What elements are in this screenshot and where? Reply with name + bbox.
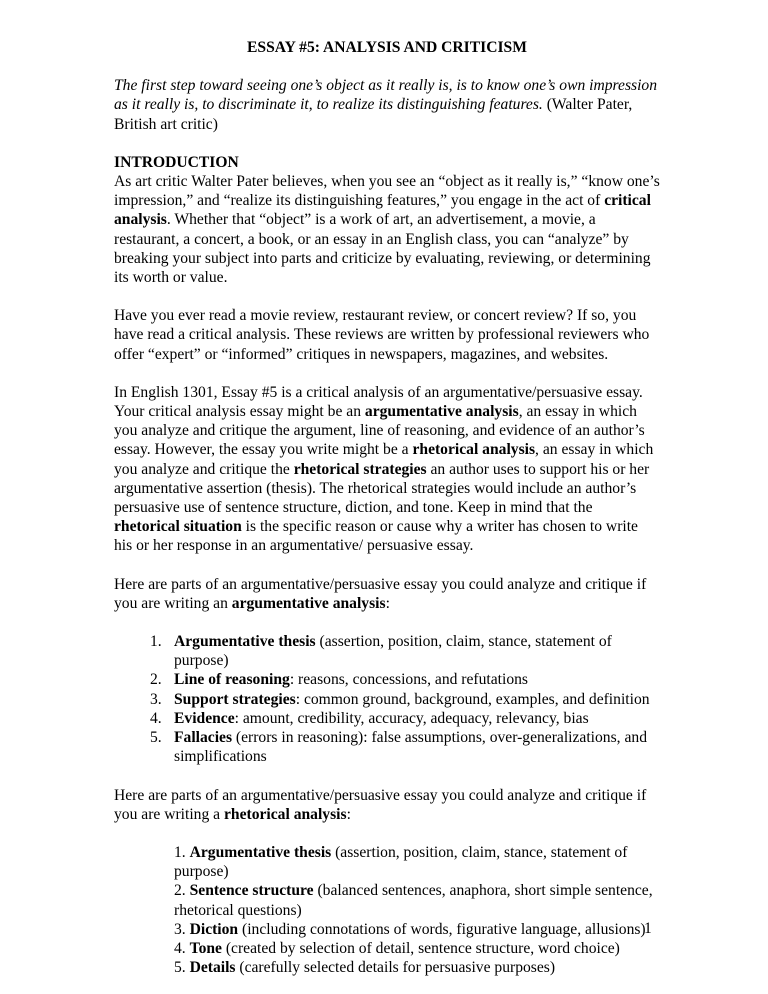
epigraph	[114, 76, 660, 134]
section-heading-introduction: INTRODUCTION	[114, 153, 239, 171]
list-term: Sentence structure	[189, 882, 314, 900]
text-run: :	[385, 594, 390, 612]
list-term: Support strategies	[174, 690, 296, 708]
argumentative-analysis-list	[114, 632, 660, 766]
document-page	[114, 38, 660, 977]
list-term: Line of reasoning	[174, 671, 290, 689]
page-number: 1	[644, 920, 652, 937]
epigraph-quote: The first step toward seeing one’s object as it really is, is to know one’s own impression as it really is, to discriminate it, to realize its distinguishing features.	[114, 77, 658, 114]
list-number: 2.	[174, 882, 190, 900]
list-number: 3.	[150, 690, 162, 708]
text-run: :	[346, 805, 351, 823]
list-text: : common ground, background, examples, and definition	[295, 690, 650, 708]
text-run: , an essay in which you analyze and critique the	[114, 441, 654, 478]
list-term: Tone	[189, 939, 222, 957]
bold-term: argumentative analysis	[364, 403, 519, 421]
document-title: ESSAY #5: ANALYSIS AND CRITICISM	[247, 39, 527, 56]
list-text: : reasons, concessions, and refutations	[289, 671, 528, 689]
list-text: (balanced sentences, anaphora, short simple sentence, rhetorical questions)	[174, 882, 653, 919]
list-number: 4.	[150, 709, 162, 727]
list-item	[150, 632, 660, 670]
text-run: is the specific reason or cause why a writer has chosen to write his or her response in an argumentative/ persuasive essay.	[114, 518, 638, 555]
text-run: Here are parts of an argumentative/persuasive essay you could analyze and critique if you are writing an	[114, 575, 647, 612]
list-item	[174, 920, 660, 939]
paragraph-5	[114, 786, 660, 824]
text-run: . Whether that “object” is a work of art, an advertisement, a movie, a restaurant, a concert, a book, or an essay in an English class, you can “analyze” by breaking your subject into parts and criticize by evaluating, reviewing, or determining its worth or value.	[114, 211, 651, 287]
list-term: Fallacies	[174, 729, 233, 747]
text-run: an author uses to support his or her argumentative assertion (thesis). The rhetorical strategies would include an author’s persuasive use of sentence structure, diction, and tone. Keep in mind that the	[114, 460, 650, 517]
list-text: (including connotations of words, figurative language, allusions)	[238, 920, 646, 938]
list-item	[174, 939, 660, 958]
text-run: Here are parts of an argumentative/persuasive essay you could analyze and critique if you are writing a	[114, 786, 647, 823]
bold-term: critical analysis	[114, 192, 651, 229]
bold-term: rhetorical analysis	[224, 805, 347, 823]
list-text: (errors in reasoning): false assumptions, over-generalizations, and simplifications	[174, 729, 647, 766]
list-text: (carefully selected details for persuasive purposes)	[235, 959, 556, 977]
list-text: (assertion, position, claim, stance, statement of purpose)	[174, 843, 628, 881]
rhetorical-analysis-list	[114, 843, 660, 977]
list-number: 1.	[150, 633, 162, 651]
list-item	[174, 843, 660, 881]
list-number: 5.	[150, 729, 162, 747]
list-text: (assertion, position, claim, stance, statement of purpose)	[174, 633, 612, 670]
list-item	[150, 690, 660, 709]
bold-term: argumentative analysis	[231, 594, 386, 612]
list-term: Argumentative thesis	[189, 843, 332, 861]
paragraph-4	[114, 575, 660, 613]
list-item	[174, 958, 660, 977]
list-text: : amount, credibility, accuracy, adequacy, relevancy, bias	[234, 709, 589, 727]
list-term: Argumentative thesis	[174, 633, 316, 651]
paragraph-1	[114, 172, 660, 287]
list-number: 4.	[174, 939, 190, 957]
bold-term: rhetorical situation	[114, 518, 242, 536]
bold-term: rhetorical analysis	[412, 441, 536, 459]
list-number: 3.	[174, 920, 190, 938]
list-term: Details	[189, 959, 236, 977]
list-item	[174, 881, 660, 919]
list-item	[150, 670, 660, 689]
list-item	[150, 728, 660, 766]
list-item	[150, 709, 660, 728]
list-term: Diction	[189, 920, 239, 938]
list-number: 5.	[174, 959, 190, 977]
list-number: 2.	[150, 671, 162, 689]
list-text: (created by selection of detail, sentence structure, word choice)	[221, 939, 620, 957]
paragraph-2: Have you ever read a movie review, restaurant review, or concert review? If so, you have read a critical analysis. These reviews are written by professional reviewers who offer “expert” or “informed” critiques in newspapers, magazines, and websites.	[114, 307, 650, 363]
bold-term: rhetorical strategies	[293, 460, 427, 478]
text-run: In English 1301, Essay #5 is a critical analysis of an argumentative/persuasive essay. Your critical analysis essay might be an	[114, 383, 643, 421]
list-number: 1.	[174, 843, 190, 861]
list-term: Evidence	[174, 709, 235, 727]
paragraph-3	[114, 383, 660, 556]
text-run: , an essay in which you analyze and critique the argument, line of reasoning, and evidence of an author’s essay. However, the essay you write might be a	[114, 403, 645, 459]
text-run: As art critic Walter Pater believes, when you see an “object as it really is,” “know one’s impression,” and “realize its distinguishing features,” you engage in the act of	[114, 173, 660, 210]
epigraph-attribution: (Walter Pater, British art critic)	[114, 96, 633, 133]
